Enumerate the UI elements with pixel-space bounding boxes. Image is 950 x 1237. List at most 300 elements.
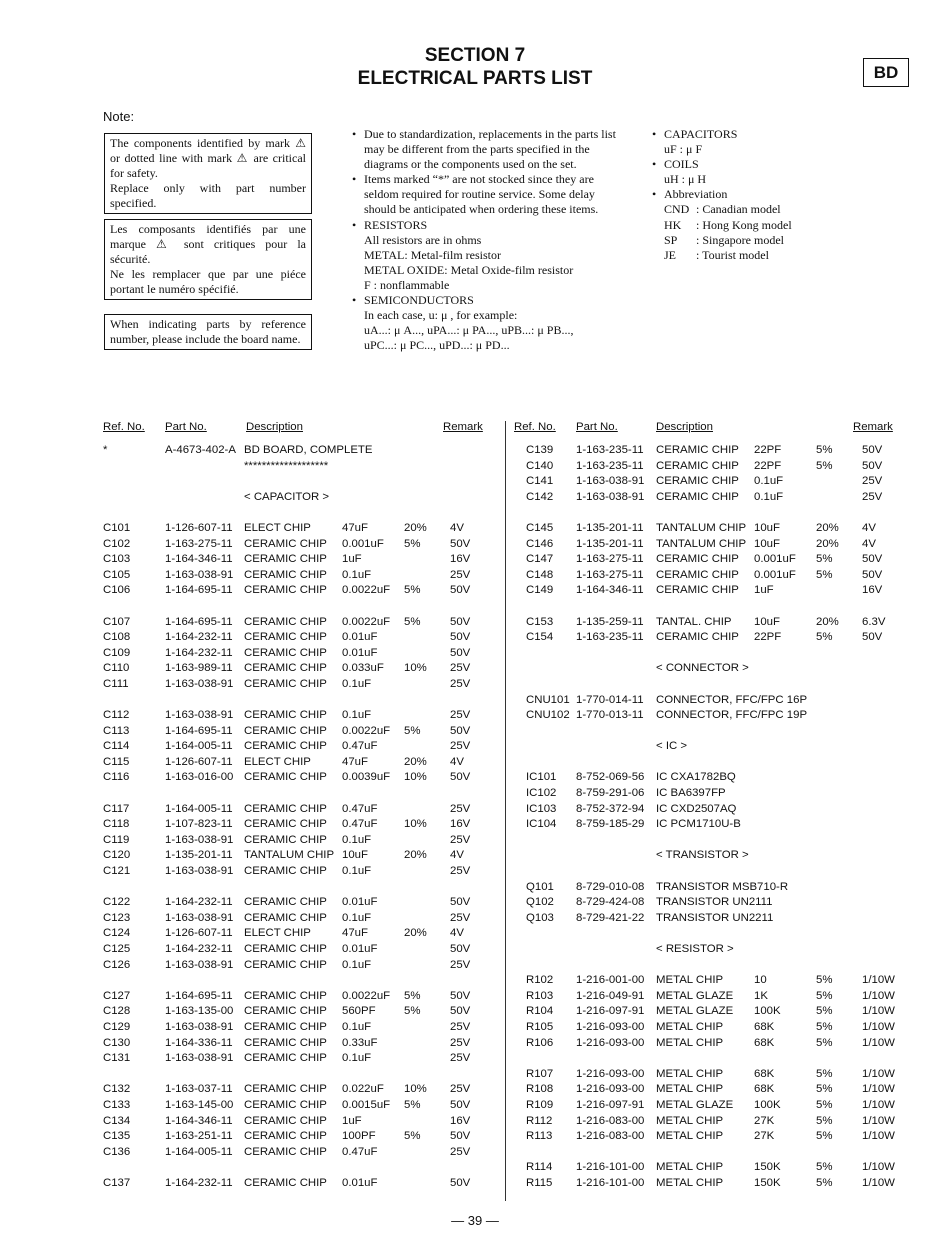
ref-no: CNU102	[526, 709, 570, 722]
parts-list-heading: ELECTRICAL PARTS LIST	[357, 68, 593, 89]
part-no: 1-163-989-11	[165, 662, 233, 675]
ref-no: C131	[103, 1052, 131, 1065]
table-row	[514, 693, 894, 709]
table-row	[514, 661, 894, 677]
description: IC CXD2507AQ	[656, 802, 737, 815]
description: CERAMIC CHIP	[656, 459, 739, 472]
tolerance: 5%	[816, 444, 833, 456]
value: 68K	[754, 1020, 775, 1033]
table-row	[103, 615, 483, 631]
rating: 1/10W	[862, 974, 895, 987]
description: IC PCM1710U-B	[656, 818, 741, 831]
header-remark: Remark	[853, 421, 893, 433]
part-no: 1-770-014-11	[576, 693, 644, 706]
part-no: 1-164-232-11	[165, 896, 233, 909]
semiconductor-note: uA...: μ A..., uPA...: μ PA..., uPB...: μ PB...,	[364, 323, 574, 338]
description: CERAMIC CHIP	[244, 958, 327, 971]
ref-no: R102	[526, 974, 554, 987]
ref-no: C134	[103, 1114, 131, 1127]
table-row	[514, 583, 894, 599]
blank-row	[514, 926, 894, 942]
value: 1K	[754, 989, 768, 1002]
ref-no: C101	[103, 521, 131, 534]
tolerance: 20%	[404, 849, 427, 862]
ref-no: C130	[103, 1036, 131, 1049]
value: 0.01uF	[342, 646, 378, 659]
resistor-note: F : nonflammable	[364, 277, 450, 292]
ref-no: R112	[526, 1114, 553, 1127]
table-row	[103, 895, 483, 911]
part-no: 1-163-135-00	[165, 1005, 234, 1018]
table-row	[103, 677, 483, 693]
ref-no: C148	[526, 568, 554, 581]
rating: 25V	[450, 1036, 471, 1049]
value: 0.33uF	[342, 1036, 378, 1049]
part-no: 8-752-069-56	[576, 771, 645, 784]
ref-no: C154	[526, 631, 554, 644]
blank-row	[514, 833, 894, 849]
ref-no: C128	[103, 1005, 131, 1018]
table-row	[514, 568, 894, 584]
part-no: 1-135-259-11	[576, 615, 644, 628]
rating: 50V	[450, 896, 471, 909]
description: METAL CHIP	[656, 1083, 724, 1096]
table-row	[103, 1098, 483, 1114]
ref-no: C114	[103, 740, 130, 753]
table-row	[103, 1036, 483, 1052]
part-no: 1-164-695-11	[165, 989, 233, 1002]
description: CERAMIC CHIP	[656, 631, 739, 644]
rating: 25V	[450, 709, 471, 722]
description: CERAMIC CHIP	[244, 943, 327, 955]
part-no: 8-729-424-08	[576, 896, 645, 909]
rating: 25V	[450, 1145, 471, 1158]
value: 1uF	[754, 584, 774, 597]
note-text: The components identified by mark ⚠ or dotted line with mark ⚠ are critical for safety.	[110, 136, 306, 180]
value: 0.001uF	[754, 568, 796, 581]
part-no: 1-163-275-11	[576, 553, 644, 566]
rating: 4V	[862, 537, 876, 550]
ref-no: R108	[526, 1083, 554, 1096]
description: TANTALUM CHIP	[656, 521, 747, 534]
part-no: 1-163-038-91	[165, 911, 234, 924]
rating: 25V	[450, 1052, 471, 1065]
value: 10uF	[754, 615, 780, 628]
description: METAL GLAZE	[656, 1005, 734, 1018]
rating: 50V	[450, 1098, 471, 1111]
table-row	[103, 537, 483, 553]
header-part-no: Part No.	[165, 421, 207, 433]
part-no: 1-216-093-00	[576, 1083, 645, 1096]
value: 1uF	[342, 553, 362, 566]
value: 0.01uF	[342, 943, 378, 955]
rating: 4V	[862, 521, 876, 534]
table-row	[514, 1160, 894, 1176]
blank-row	[103, 973, 483, 989]
part-no: 1-164-005-11	[165, 1145, 233, 1158]
description: BD BOARD, COMPLETE	[244, 444, 373, 456]
ref-no: Q101	[526, 880, 554, 893]
section-heading: SECTION 7	[424, 45, 526, 66]
bullet-abbreviation: • Abbreviation	[652, 187, 852, 202]
table-row	[103, 646, 483, 662]
bullet-coils: • COILS	[652, 157, 852, 172]
part-no: 1-163-275-11	[165, 537, 233, 550]
description: TRANSISTOR MSB710-R	[656, 880, 789, 893]
ref-no: C141	[526, 475, 554, 488]
description: < RESISTOR >	[656, 943, 734, 955]
value: 560PF	[342, 1005, 376, 1018]
header-description: Description	[246, 421, 303, 433]
blank-row	[514, 724, 894, 740]
tolerance: 5%	[816, 1036, 833, 1049]
value: 0.1uF	[342, 677, 372, 690]
rating: 1/10W	[862, 1005, 895, 1018]
tolerance: 20%	[816, 521, 839, 534]
table-row	[103, 802, 483, 818]
tolerance: 20%	[404, 755, 427, 768]
part-no: 1-216-083-00	[576, 1114, 645, 1127]
table-row	[103, 490, 483, 506]
description: CONNECTOR, FFC/FPC 19P	[656, 709, 808, 722]
table-row	[514, 537, 894, 553]
description: TANTAL. CHIP	[656, 615, 732, 628]
rating: 25V	[450, 865, 471, 878]
description: METAL GLAZE	[656, 989, 734, 1002]
ref-no: C118	[103, 818, 130, 831]
value: 0.1uF	[342, 568, 372, 581]
bullet-items-marked: • Items marked “*” are not stocked since they are seldom required for routine service. Some delay should be anticipated when ordering these items.	[352, 172, 620, 217]
rating: 1/10W	[862, 1130, 895, 1143]
value: 100PF	[342, 1130, 376, 1143]
description: METAL CHIP	[656, 974, 724, 987]
rating: 50V	[862, 459, 883, 472]
parts-table-left	[103, 421, 483, 1192]
part-no: 1-163-037-11	[165, 1083, 233, 1096]
tolerance: 5%	[404, 584, 421, 597]
description: CERAMIC CHIP	[244, 896, 327, 909]
value: 0.001uF	[342, 537, 384, 550]
part-no: 1-126-607-11	[165, 755, 233, 768]
ref-no: IC104	[526, 818, 557, 831]
rating: 4V	[450, 849, 464, 862]
description: CERAMIC CHIP	[244, 584, 327, 597]
description: CERAMIC CHIP	[244, 911, 327, 924]
description: < CONNECTOR >	[656, 662, 749, 675]
rating: 50V	[450, 1130, 471, 1143]
tolerance: 10%	[404, 818, 427, 831]
rating: 50V	[450, 631, 471, 644]
description: CERAMIC CHIP	[244, 1020, 327, 1033]
description: CERAMIC CHIP	[244, 818, 327, 831]
ref-no: C122	[103, 896, 131, 909]
table-row	[514, 708, 894, 724]
description: CERAMIC CHIP	[244, 1005, 327, 1018]
part-no: 1-216-093-00	[576, 1036, 645, 1049]
value: 0.1uF	[342, 1020, 372, 1033]
ref-no: Q103	[526, 911, 554, 924]
table-row	[514, 552, 894, 568]
header-remark: Remark	[443, 421, 483, 433]
tolerance: 10%	[404, 1083, 427, 1096]
part-no: 1-164-232-11	[165, 943, 233, 955]
note-text: When indicating parts by reference number, please include the board name.	[110, 317, 306, 346]
header-description: Description	[656, 421, 713, 433]
description: CERAMIC CHIP	[656, 568, 739, 581]
description: CERAMIC CHIP	[244, 553, 327, 566]
value: 68K	[754, 1036, 775, 1049]
part-no: 1-163-016-00	[165, 771, 234, 784]
ref-no: C121	[103, 865, 131, 878]
description: < CAPACITOR >	[244, 490, 330, 503]
tolerance: 5%	[816, 989, 833, 1002]
description: CERAMIC CHIP	[244, 1176, 327, 1189]
description: CERAMIC CHIP	[244, 568, 327, 581]
rating: 4V	[450, 927, 464, 940]
ref-no: C117	[103, 802, 130, 815]
description: CERAMIC CHIP	[244, 1036, 327, 1049]
tolerance: 5%	[816, 1161, 833, 1174]
description: CERAMIC CHIP	[656, 444, 739, 456]
value: 150K	[754, 1161, 781, 1174]
ref-no: C146	[526, 537, 554, 550]
part-no: 1-163-038-91	[165, 677, 234, 690]
tolerance: 10%	[404, 662, 427, 675]
table-row	[514, 1114, 894, 1130]
value: 0.47uF	[342, 740, 378, 753]
tolerance: 20%	[404, 521, 427, 534]
table-row	[514, 490, 894, 506]
note-text: Les composants identifiés par une marque ⚠ sont critiques pour la sécurité.	[110, 222, 306, 266]
rating: 1/10W	[862, 989, 895, 1002]
part-no: A-4673-402-A	[165, 444, 236, 456]
rating: 1/10W	[862, 1083, 895, 1096]
table-row	[514, 459, 894, 475]
ref-no: Q102	[526, 896, 554, 909]
part-no: 1-216-101-00	[576, 1161, 645, 1174]
part-no: 1-163-038-91	[165, 1020, 234, 1033]
tolerance: 5%	[404, 989, 421, 1002]
value: 0.033uF	[342, 662, 384, 675]
value: 47uF	[342, 755, 368, 768]
part-no: 1-164-346-11	[165, 553, 233, 566]
ref-no: C106	[103, 584, 131, 597]
value: 0.022uF	[342, 1083, 384, 1096]
blank-row	[103, 474, 483, 490]
table-row	[514, 1004, 894, 1020]
value: 68K	[754, 1083, 775, 1096]
ref-no: R106	[526, 1036, 554, 1049]
value: 10uF	[342, 849, 368, 862]
value: 47uF	[342, 927, 368, 940]
ref-no: C129	[103, 1020, 131, 1033]
part-no: 1-163-038-91	[576, 475, 645, 488]
value: 100K	[754, 1005, 781, 1018]
tolerance: 5%	[816, 1005, 833, 1018]
value: 10uF	[754, 537, 780, 550]
part-no: 1-216-001-00	[576, 974, 645, 987]
ref-no: C120	[103, 849, 131, 862]
bullet-semiconductors: • SEMICONDUCTORS	[352, 293, 620, 308]
table-row	[103, 1176, 483, 1192]
header-ref-no: Ref. No.	[103, 421, 145, 433]
ref-no: R114	[526, 1161, 553, 1174]
table-row	[514, 630, 894, 646]
page-number: — 39 —	[451, 1213, 499, 1228]
value: 0.0015uF	[342, 1098, 391, 1111]
table-row	[103, 770, 483, 786]
table-row	[103, 1129, 483, 1145]
general-notes	[352, 127, 620, 353]
part-no: 1-163-235-11	[576, 459, 644, 472]
table-row	[514, 989, 894, 1005]
blank-row	[103, 599, 483, 615]
ref-no: C145	[526, 521, 554, 534]
part-no: 1-163-038-91	[165, 1052, 234, 1065]
part-no: 1-135-201-11	[576, 521, 644, 534]
safety-note-english	[104, 133, 312, 214]
description: CERAMIC CHIP	[244, 833, 327, 846]
table-row	[103, 864, 483, 880]
tolerance: 5%	[816, 568, 833, 581]
rating: 16V	[862, 584, 883, 597]
rating: 50V	[450, 771, 471, 784]
part-no: 1-770-013-11	[576, 709, 644, 722]
description: METAL CHIP	[656, 1161, 724, 1174]
rating: 1/10W	[862, 1098, 895, 1111]
tolerance: 5%	[816, 1020, 833, 1033]
table-row	[103, 724, 483, 740]
value: 0.01uF	[342, 631, 378, 644]
description: CERAMIC CHIP	[244, 615, 327, 628]
blank-row	[103, 1067, 483, 1083]
safety-note-french	[104, 219, 312, 300]
value: 0.47uF	[342, 1145, 378, 1158]
tolerance: 5%	[816, 1130, 833, 1143]
rating: 16V	[450, 818, 471, 831]
rating: 25V	[450, 740, 471, 753]
table-row	[103, 521, 483, 537]
part-no: 1-163-235-11	[576, 631, 644, 644]
rating: 6.3V	[862, 615, 886, 628]
description: < IC >	[656, 740, 688, 753]
table-row	[514, 1129, 894, 1145]
part-no: 1-164-695-11	[165, 724, 233, 737]
description: CERAMIC CHIP	[244, 802, 327, 815]
rating: 1/10W	[862, 1067, 895, 1080]
table-row	[514, 770, 894, 786]
tolerance: 10%	[404, 771, 427, 784]
value: 0.01uF	[342, 1176, 378, 1189]
table-row	[514, 786, 894, 802]
value: 27K	[754, 1114, 775, 1127]
tolerance: 20%	[816, 537, 839, 550]
ref-no: C107	[103, 615, 131, 628]
value: 0.1uF	[342, 709, 372, 722]
description: *******************	[244, 459, 329, 472]
table-row	[514, 521, 894, 537]
rating: 50V	[862, 444, 883, 456]
table-row	[103, 630, 483, 646]
description: CERAMIC CHIP	[244, 1114, 327, 1127]
ref-no: C102	[103, 537, 131, 550]
table-row	[103, 1020, 483, 1036]
rating: 25V	[450, 958, 471, 971]
value: 0.1uF	[342, 911, 372, 924]
table-row	[103, 443, 483, 459]
table-row	[103, 755, 483, 771]
ref-no: R103	[526, 989, 554, 1002]
rating: 1/10W	[862, 1036, 895, 1049]
part-no: 1-164-346-11	[165, 1114, 233, 1127]
ref-no: C105	[103, 568, 131, 581]
tolerance: 5%	[816, 974, 833, 987]
description: CERAMIC CHIP	[244, 1130, 327, 1143]
tolerance: 5%	[404, 537, 421, 550]
description: CERAMIC CHIP	[656, 490, 739, 503]
ref-no: IC101	[526, 771, 557, 784]
description: CERAMIC CHIP	[244, 1083, 327, 1096]
part-no: 8-752-372-94	[576, 802, 645, 815]
blank-row	[514, 864, 894, 880]
table-row	[514, 1020, 894, 1036]
table-row	[103, 1082, 483, 1098]
tolerance: 5%	[816, 631, 833, 644]
table-row	[514, 911, 894, 927]
description: CERAMIC CHIP	[656, 584, 739, 597]
value: 0.01uF	[342, 896, 378, 909]
table-row	[103, 568, 483, 584]
rating: 25V	[450, 568, 471, 581]
description: CERAMIC CHIP	[244, 771, 327, 784]
description: TRANSISTOR UN2211	[656, 911, 774, 924]
table-row	[103, 708, 483, 724]
ref-no: C110	[103, 662, 130, 675]
ref-no: IC102	[526, 787, 557, 800]
value: 0.001uF	[754, 553, 796, 566]
ref-no: C133	[103, 1098, 131, 1111]
table-row	[514, 895, 894, 911]
value: 22PF	[754, 631, 782, 644]
unit-notes	[652, 127, 852, 263]
description: CERAMIC CHIP	[244, 740, 327, 753]
tolerance: 5%	[404, 724, 421, 737]
note-label: Note:	[103, 109, 135, 124]
ref-no: C135	[103, 1130, 131, 1143]
value: 0.1uF	[754, 490, 784, 503]
table-row	[514, 973, 894, 989]
bullet-resistors: • RESISTORS	[352, 218, 620, 233]
rating: 25V	[450, 1020, 471, 1033]
header-part-no: Part No.	[576, 421, 618, 433]
description: CERAMIC CHIP	[244, 677, 327, 690]
ref-no: C111	[103, 677, 129, 690]
parts-rows	[514, 443, 894, 1192]
ref-no: C113	[103, 724, 130, 737]
description: CERAMIC CHIP	[244, 1052, 327, 1065]
tolerance: 5%	[404, 1005, 421, 1018]
ref-no: R104	[526, 1005, 554, 1018]
capacitor-unit: uF : μ F	[664, 142, 703, 157]
value: 22PF	[754, 444, 782, 456]
ref-no: C125	[103, 943, 131, 955]
value: 0.0022uF	[342, 989, 391, 1002]
value: 22PF	[754, 459, 782, 472]
table-header	[103, 421, 483, 435]
part-no: 1-164-695-11	[165, 615, 233, 628]
description: ELECT CHIP	[244, 755, 311, 768]
table-row	[514, 474, 894, 490]
